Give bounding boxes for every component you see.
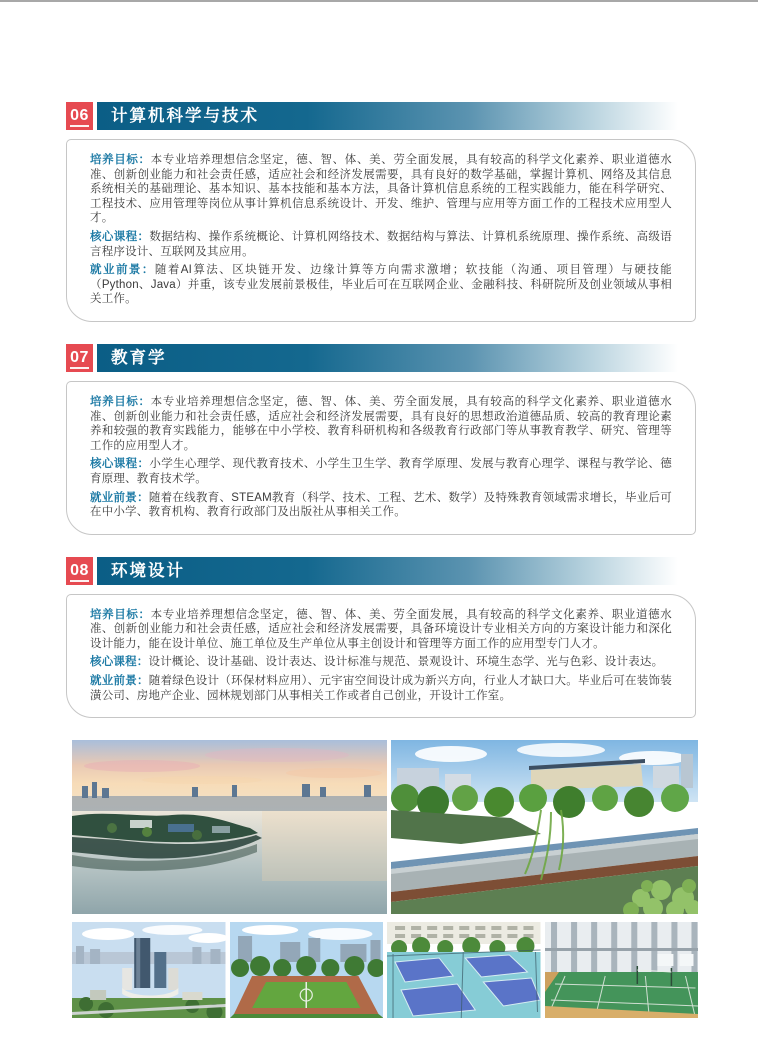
sunset-lake-illustration: [72, 740, 387, 914]
career-text: 随着在线教育、STEAM教育（科学、技术、工程、艺术、数学）及特殊教育领域需求增长，毕业后可在中小学、教育机构、教育行政部门及出版社从事相关工作。: [90, 491, 673, 519]
section-title: 教育学: [97, 344, 696, 372]
photo-tennis-courts: [387, 922, 541, 1018]
courses-paragraph: [90, 655, 672, 670]
courses-text: 数据结构、操作系统概论、计算机网络技术、数据结构与算法、计算机系统原理、操作系统、高级语言程序设计、互联网及其应用。: [90, 230, 672, 258]
objective-paragraph: [90, 608, 672, 652]
photo-sports-field: [230, 922, 384, 1018]
photo-campus-bridge: [391, 740, 698, 914]
objective-label: 培养目标：: [90, 395, 151, 408]
photo-badminton-gym: [545, 922, 699, 1018]
career-label: 就业前景：: [90, 264, 155, 277]
section-environment-design: [66, 557, 696, 719]
campus-photo-collage: [72, 740, 698, 1018]
photo-row-top: [72, 740, 698, 914]
objective-label: 培养目标：: [90, 608, 151, 621]
courses-paragraph: [90, 230, 672, 259]
courses-label: 核心课程：: [90, 656, 149, 669]
page-content: [66, 2, 696, 1018]
photo-city-tower: [72, 922, 226, 1018]
career-paragraph: [90, 263, 672, 307]
objective-text: 本专业培养理想信念坚定，德、智、体、美、劳全面发展，具有较高的科学文化素养、职业道德水准、创新创业能力和社会责任感，适应社会和经济发展需要，具有良好的思想政治道德品质、较高的教育理论素养和较强的教育实践能力，能够在中小学校、教育科研机构和各级教育行政部门等从事教育教学、研究、管理等工作的应用型人才。: [90, 395, 672, 452]
section-card: [66, 139, 696, 322]
objective-text: 本专业培养理想信念坚定，德、智、体、美、劳全面发展，具有较高的科学文化素养、职业道德水准、创新创业能力和社会责任感，适应社会和经济发展需要，具有良好的数学基础，掌握计算机、网络及其信息系统相关的基础理论、基本知识、基本技能和基本方法，具备计算机信息系统的工程实践能力，能在科学研究、工程技术、应用管理等岗位从事计算机信息系统设计、开发、维护、管理与应用等方面工作的工程技术应用型人才。: [90, 154, 672, 225]
courses-text: 设计概论、设计基础、设计表达、设计标准与规范、景观设计、环境生态学、光与色彩、设计表达。: [148, 656, 664, 669]
courses-label: 核心课程：: [90, 230, 150, 243]
campus-bridge-illustration: [391, 740, 698, 914]
section-title: 环境设计: [97, 557, 696, 585]
section-computer-science: [66, 2, 696, 322]
career-label: 就业前景：: [90, 675, 149, 688]
career-paragraph: [90, 674, 672, 703]
objective-label: 培养目标：: [90, 154, 151, 166]
photo-row-bottom: [72, 922, 698, 1018]
section-number-badge: 07: [66, 344, 93, 372]
career-paragraph: [90, 491, 672, 520]
section-card: [66, 381, 696, 535]
career-text: 随着AI算法、区块链开发、边缘计算等方向需求激增；软技能（沟通、项目管理）与硬技能（Python、Java）并重，该专业发展前景极佳，毕业后可在互联网企业、金融科技、科研院所及创业领域从事相关工作。: [90, 264, 673, 306]
section-header: [66, 102, 696, 130]
badminton-gym-illustration: [545, 922, 699, 1018]
objective-text: 本专业培养理想信念坚定，德、智、体、美、劳全面发展，具有较高的科学文化素养、职业道德水准、创新创业能力和社会责任感，适应社会和经济发展需要，具备环境设计专业相关方向的方案设计能力和深化设计能力，能在设计单位、施工单位及生产单位从事主创设计和管理等方面工作的应用型专门人才。: [90, 608, 672, 650]
city-tower-illustration: [72, 922, 226, 1018]
objective-paragraph: [90, 395, 672, 453]
section-number-badge: 08: [66, 557, 93, 585]
tennis-courts-illustration: [387, 922, 541, 1018]
photo-sunset-lake: [72, 740, 387, 914]
objective-paragraph: [90, 153, 672, 226]
career-label: 就业前景：: [90, 491, 149, 504]
courses-label: 核心课程：: [90, 458, 150, 471]
section-header: [66, 344, 696, 372]
section-header: [66, 557, 696, 585]
section-card: [66, 594, 696, 719]
section-title: 计算机科学与技术: [97, 102, 696, 130]
section-education: [66, 344, 696, 535]
section-number-badge: 06: [66, 102, 93, 130]
courses-paragraph: [90, 457, 672, 486]
courses-text: 小学生心理学、现代教育技术、小学生卫生学、教育学原理、发展与教育心理学、课程与教学论、德育原理、教育技术学。: [90, 458, 672, 485]
career-text: 随着绿色设计（环保材料应用）、元宇宙空间设计成为新兴方向，行业人才缺口大。毕业后可在装饰装潢公司、房地产企业、园林规划部门从事相关工作或者自己创业，开设计工作室。: [90, 675, 672, 702]
sports-field-illustration: [230, 922, 384, 1018]
